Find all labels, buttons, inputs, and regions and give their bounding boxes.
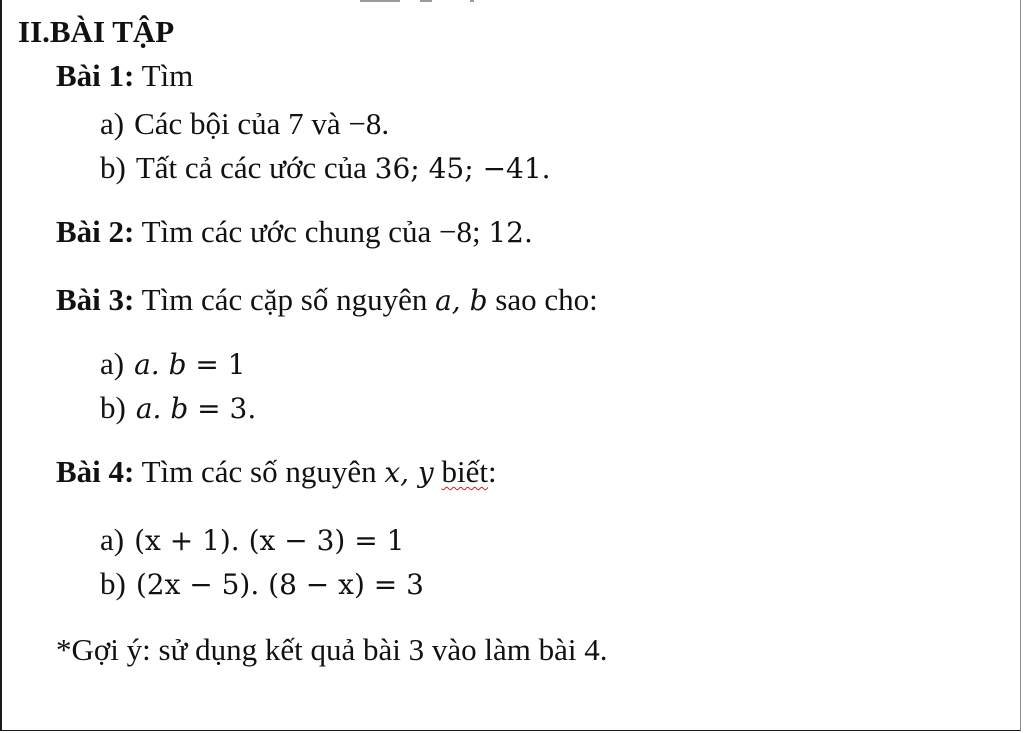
bai4-b-eq: (2x − 5). (8 − x) = 3 bbox=[135, 568, 424, 601]
bai4-a bbox=[100, 522, 404, 559]
bai4-a-marker: a) bbox=[100, 522, 125, 557]
bai4-line bbox=[56, 454, 497, 491]
bai3-vars: a, b bbox=[435, 284, 488, 317]
bai1-b-text: Tất cả các ước của bbox=[135, 150, 375, 185]
bai3-b-lhs: a. b bbox=[135, 392, 189, 425]
hint-line: *Gợi ý: sử dụng kết quả bài 3 vào làm bài 4. bbox=[56, 632, 608, 667]
bai3-line bbox=[56, 282, 598, 319]
bai3-text-after: sao cho: bbox=[487, 282, 598, 317]
bai1-a-text: Các bội của 7 và −8. bbox=[134, 106, 390, 141]
top-edge-marks bbox=[360, 0, 480, 4]
bai4-label: Bài 4: bbox=[56, 454, 135, 489]
bai1-b bbox=[100, 150, 551, 187]
bai3-label: Bài 3: bbox=[56, 282, 135, 317]
bai3-a-marker: a) bbox=[100, 346, 125, 381]
bai3-b-rhs: = 3. bbox=[188, 392, 257, 425]
bai1-heading bbox=[56, 58, 193, 94]
bai4-b-marker: b) bbox=[100, 566, 126, 601]
bai3-text-before: Tìm các cặp số nguyên bbox=[134, 282, 436, 317]
bai4-text-after: : bbox=[488, 454, 497, 489]
bai3-a-lhs: a. b bbox=[134, 348, 187, 381]
bai4-flagged-word: biết bbox=[441, 454, 488, 489]
section-title: II.BÀI TẬP bbox=[18, 14, 175, 49]
bai2-line bbox=[56, 214, 533, 251]
bai2-math: 12. bbox=[488, 216, 533, 249]
bai4-vars: x, y bbox=[384, 456, 434, 489]
bai1-a bbox=[100, 106, 389, 142]
bai3-a-rhs: = 1 bbox=[186, 348, 246, 381]
bai3-a bbox=[100, 346, 246, 383]
bai1-b-marker: b) bbox=[100, 150, 126, 185]
bai1-label: Bài 1: bbox=[56, 58, 135, 93]
bai1-a-marker: a) bbox=[100, 106, 125, 141]
bai2-text: Tìm các ước chung của −8; bbox=[134, 214, 489, 249]
bai3-b bbox=[100, 390, 256, 427]
bai2-label: Bài 2: bbox=[56, 214, 135, 249]
bai1-b-math: 36; 45; −41. bbox=[374, 152, 551, 185]
bai4-a-eq: (x + 1). (x − 3) = 1 bbox=[134, 524, 405, 557]
bai3-b-marker: b) bbox=[100, 390, 126, 425]
bai4-text-before: Tìm các số nguyên bbox=[134, 454, 385, 489]
bai1-text: Tìm bbox=[134, 58, 194, 93]
bai4-b bbox=[100, 566, 424, 603]
